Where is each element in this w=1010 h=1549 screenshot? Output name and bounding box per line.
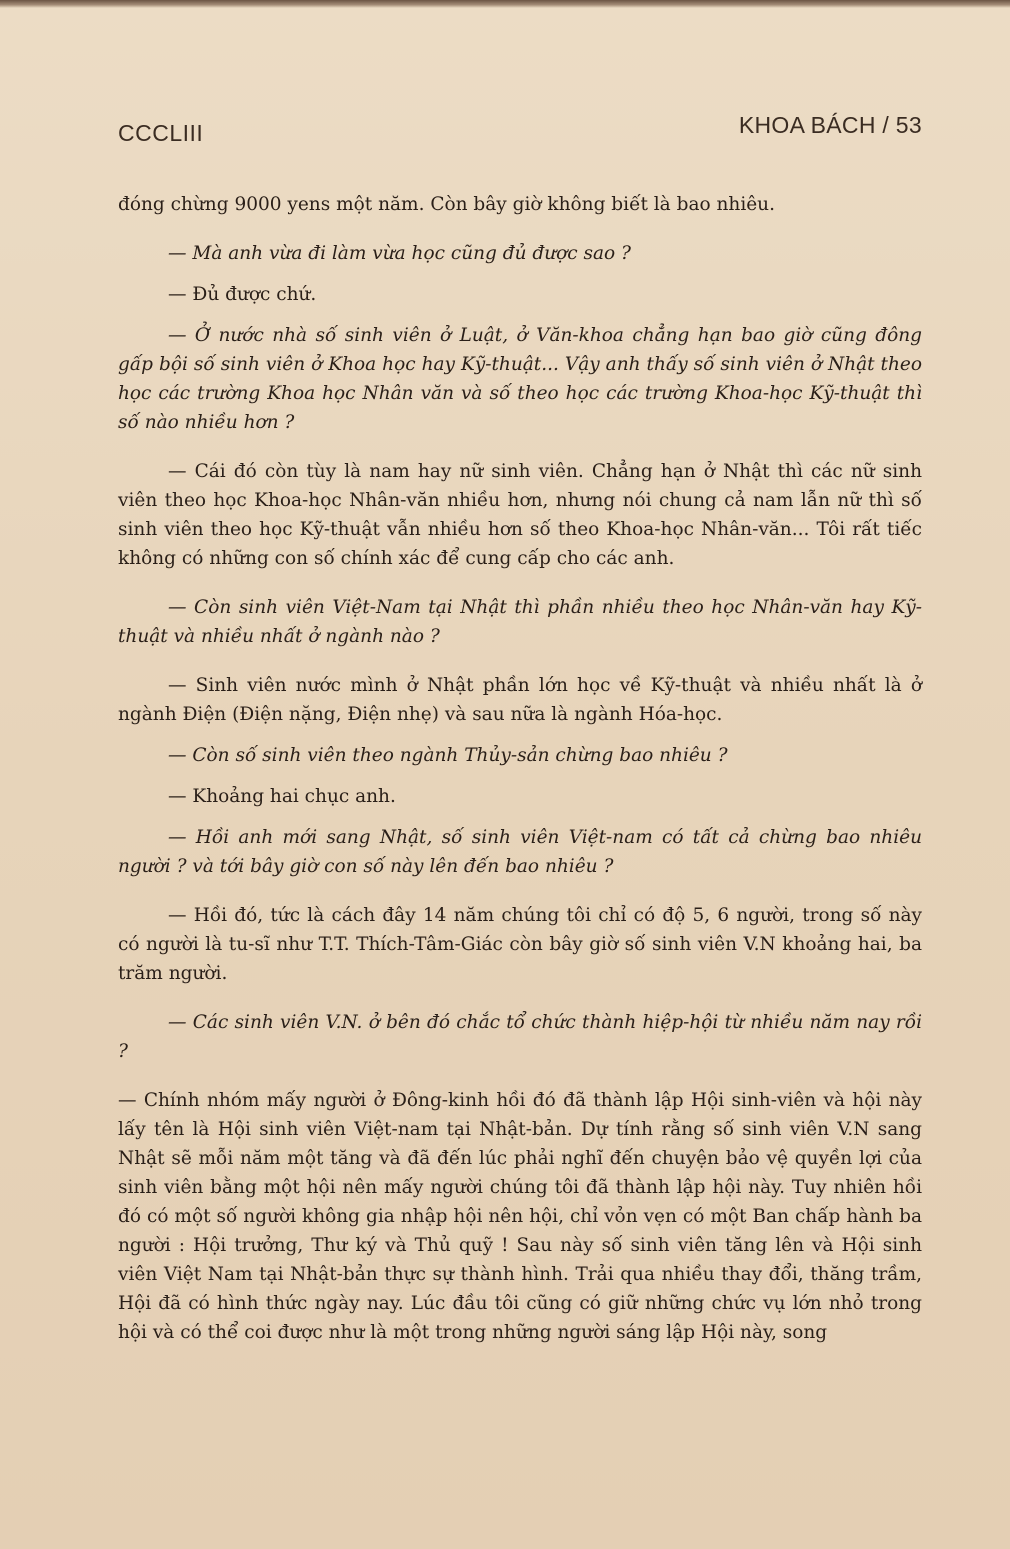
interview-answer: — Cái đó còn tùy là nam hay nữ sinh viên. Chẳng hạn ở Nhật thì các nữ sinh viên theo học Khoa-học Nhân-văn nhiều hơn, nhưng nói chung cả nam lẫn nữ thì số sinh viên theo học Kỹ-thuật vẫn nhiều hơn số theo Khoa-học Nhân-văn... Tôi rất tiếc không có những con số chính xác để cung cấp cho các anh. [118, 461, 922, 569]
page-top-edge [0, 0, 1010, 8]
interview-question: — Còn sinh viên Việt-Nam tại Nhật thì phần nhiều theo học Nhân-văn hay Kỹ-thuật và nhiều nhất ở ngành nào ? [118, 597, 922, 647]
interview-answer: — Đủ được chứ. [168, 284, 317, 305]
interview-question: — Ở nước nhà số sinh viên ở Luật, ở Văn-khoa chẳng hạn bao giờ cũng đông gấp bội số sinh viên ở Khoa học hay Kỹ-thuật... Vậy anh thấy số sinh viên ở Nhật theo học các trường Khoa học Nhân văn và số theo học các trường Khoa-học Kỹ-thuật thì số nào nhiều hơn ? [118, 325, 922, 433]
interview-question: — Hồi anh mới sang Nhật, số sinh viên Việt-nam có tất cả chừng bao nhiêu người ? và tới bây giờ con số này lên đến bao nhiêu ? [118, 827, 922, 877]
interview-answer: — Sinh viên nước mình ở Nhật phần lớn học về Kỹ-thuật và nhiều nhất là ở ngành Điện (Điện nặng, Điện nhẹ) và sau nữa là ngành Hóa-học. [118, 675, 922, 725]
interview-question: — Các sinh viên V.N. ở bên đó chắc tổ chức thành hiệp-hội từ nhiều năm nay rồi ? [118, 1012, 922, 1062]
paragraph-continued: đóng chừng 9000 yens một năm. Còn bây giờ không biết là bao nhiêu. [118, 194, 775, 215]
page-header [118, 112, 922, 152]
page-body [118, 190, 922, 1367]
interview-question: — Mà anh vừa đi làm vừa học cũng đủ được sao ? [168, 243, 631, 264]
interview-answer: — Khoảng hai chục anh. [168, 786, 396, 807]
interview-answer: — Hồi đó, tức là cách đây 14 năm chúng tôi chỉ có độ 5, 6 người, trong số này có người là tu-sĩ như T.T. Thích-Tâm-Giác còn bây giờ số sinh viên V.N khoảng hai, ba trăm người. [118, 905, 922, 984]
issue-number: CCCLIII [118, 120, 204, 146]
running-title-page-number: KHOA BÁCH / 53 [738, 112, 922, 138]
interview-question: — Còn số sinh viên theo ngành Thủy-sản chừng bao nhiêu ? [168, 745, 728, 766]
interview-answer: — Chính nhóm mấy người ở Đông-kinh hồi đó đã thành lập Hội sinh-viên và hội này lấy tên là Hội sinh viên Việt-nam tại Nhật-bản. Dự tính rằng số sinh viên V.N sang Nhật sẽ mỗi năm một tăng và đã đến lúc phải nghĩ đến chuyện bảo vệ quyền lợi của sinh viên bằng một hội nên mấy người chúng tôi đã thành lập hội này. Tuy nhiên hồi đó có một số người không gia nhập hội nên hội, chỉ vỏn vẹn có một Ban chấp hành ba người : Hội trưởng, Thư ký và Thủ quỹ ! Sau này số sinh viên tăng lên và Hội sinh viên Việt Nam tại Nhật-bản thực sự thành hình. Trải qua nhiều thay đổi, thăng trầm, Hội đã có hình thức ngày nay. Lúc đầu tôi cũng có giữ những chức vụ lớn nhỏ trong hội và có thể coi được như là một trong những người sáng lập Hội này, song [118, 1090, 922, 1343]
